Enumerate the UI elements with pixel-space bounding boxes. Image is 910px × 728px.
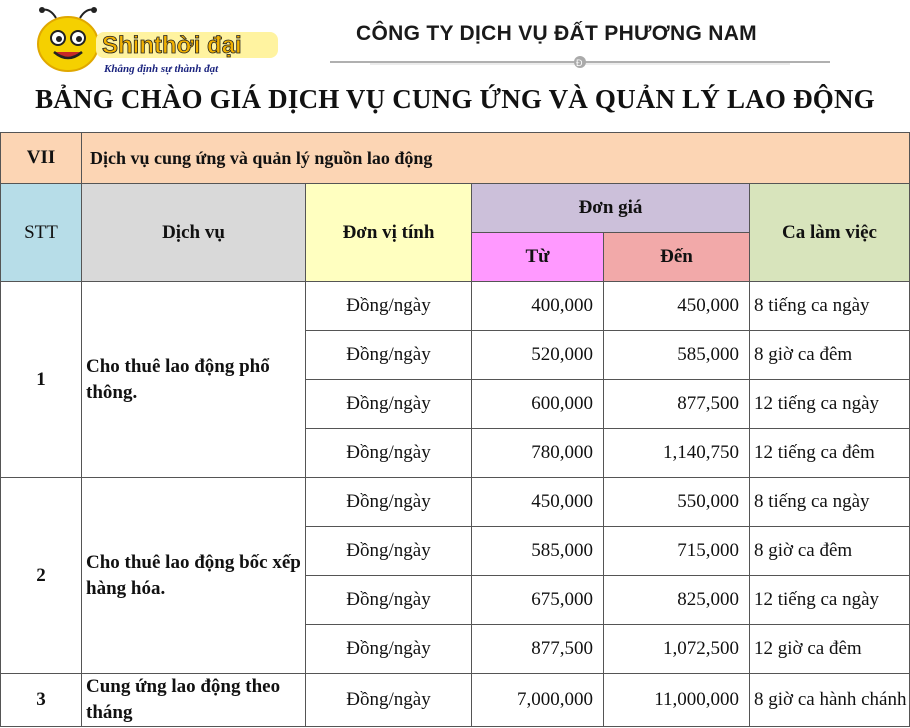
- price-to-cell: 550,000: [604, 478, 750, 527]
- unit-cell: Đồng/ngày: [306, 429, 472, 478]
- page-header: [0, 0, 910, 80]
- price-from-cell: 7,000,000: [472, 674, 604, 727]
- shift-cell: 12 tiếng ca ngày: [750, 576, 910, 625]
- price-to-cell: 1,072,500: [604, 625, 750, 674]
- unit-cell: Đồng/ngày: [306, 282, 472, 331]
- price-from-cell: 877,500: [472, 625, 604, 674]
- table-row: [1, 674, 910, 727]
- price-to-cell: 11,000,000: [604, 674, 750, 727]
- header-row: [1, 184, 910, 233]
- unit-cell: Đồng/ngày: [306, 625, 472, 674]
- svg-text:Đ: Đ: [576, 58, 583, 68]
- shift-cell: 8 giờ ca hành chánh: [750, 674, 910, 727]
- table-row: [1, 478, 910, 527]
- col-from: Từ: [472, 233, 604, 282]
- section-row: [1, 133, 910, 184]
- shift-cell: 12 tiếng ca ngày: [750, 380, 910, 429]
- price-to-cell: 450,000: [604, 282, 750, 331]
- shift-cell: 8 giờ ca đêm: [750, 331, 910, 380]
- unit-cell: Đồng/ngày: [306, 674, 472, 727]
- price-from-cell: 780,000: [472, 429, 604, 478]
- service-cell: Cung ứng lao động theo tháng: [82, 674, 306, 727]
- table-row: [1, 282, 910, 331]
- unit-cell: Đồng/ngày: [306, 527, 472, 576]
- unit-cell: Đồng/ngày: [306, 380, 472, 429]
- price-from-cell: 450,000: [472, 478, 604, 527]
- price-from-cell: 520,000: [472, 331, 604, 380]
- company-name: CÔNG TY DỊCH VỤ ĐẤT PHƯƠNG NAM: [356, 22, 757, 45]
- unit-cell: Đồng/ngày: [306, 331, 472, 380]
- price-from-cell: 400,000: [472, 282, 604, 331]
- shift-cell: 8 giờ ca đêm: [750, 527, 910, 576]
- header-divider: [330, 55, 830, 69]
- col-to: Đến: [604, 233, 750, 282]
- col-stt: STT: [1, 184, 82, 282]
- price-to-cell: 585,000: [604, 331, 750, 380]
- service-cell: Cho thuê lao động bốc xếp hàng hóa.: [82, 478, 306, 674]
- col-price: Đơn giá: [472, 184, 750, 233]
- price-to-cell: 715,000: [604, 527, 750, 576]
- price-table: [0, 132, 910, 727]
- col-shift: Ca làm việc: [750, 184, 910, 282]
- stt-cell: 3: [1, 674, 82, 727]
- logo-text: Shinthời đại: [102, 32, 242, 59]
- shift-cell: 8 tiếng ca ngày: [750, 282, 910, 331]
- price-from-cell: 585,000: [472, 527, 604, 576]
- stt-cell: 1: [1, 282, 82, 478]
- stt-cell: 2: [1, 478, 82, 674]
- unit-cell: Đồng/ngày: [306, 576, 472, 625]
- section-number: VII: [1, 133, 82, 184]
- shift-cell: 12 tiếng ca đêm: [750, 429, 910, 478]
- price-from-cell: 675,000: [472, 576, 604, 625]
- col-unit: Đơn vị tính: [306, 184, 472, 282]
- col-service: Dịch vụ: [82, 184, 306, 282]
- price-to-cell: 825,000: [604, 576, 750, 625]
- unit-cell: Đồng/ngày: [306, 478, 472, 527]
- shift-cell: 8 tiếng ca ngày: [750, 478, 910, 527]
- price-to-cell: 1,140,750: [604, 429, 750, 478]
- shift-cell: 12 giờ ca đêm: [750, 625, 910, 674]
- section-label: Dịch vụ cung ứng và quản lý nguồn lao động: [82, 133, 910, 184]
- shin-logo: [34, 6, 284, 76]
- price-to-cell: 877,500: [604, 380, 750, 429]
- price-from-cell: 600,000: [472, 380, 604, 429]
- service-cell: Cho thuê lao động phổ thông.: [82, 282, 306, 478]
- logo-slogan: Khẳng định sự thành đạt: [104, 63, 219, 75]
- page-title: BẢNG CHÀO GIÁ DỊCH VỤ CUNG ỨNG VÀ QUẢN LÝ LAO ĐỘNG: [35, 84, 875, 114]
